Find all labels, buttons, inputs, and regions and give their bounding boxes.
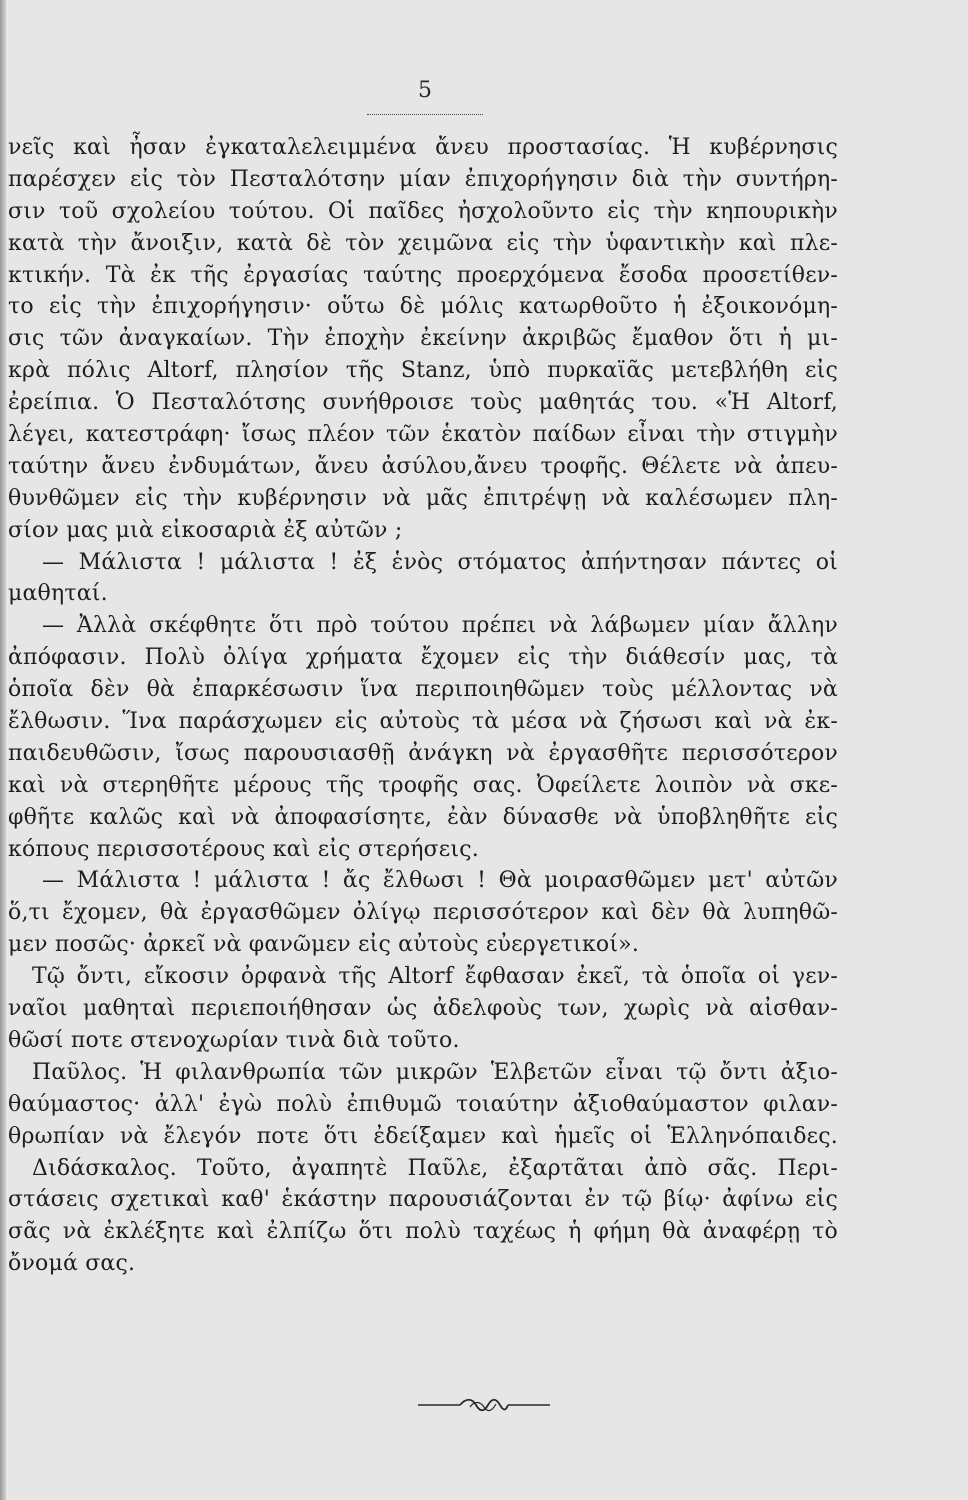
text-line: ναῖοι μαθηταὶ περιεποιήθησαν ὡς ἀδελφοὺς των, χωρὶς νὰ αἰσθαν-: [8, 996, 838, 1022]
text-line: μαθηταί.: [8, 581, 108, 607]
paragraph-start-line: Τῷ ὄντι, εἴκοσιν ὀρφανὰ τῆς Altorf ἔφθασαν ἐκεῖ, τὰ ὁποῖα οἱ γεν-: [32, 964, 838, 990]
paragraph-start-line: Διδάσκαλος. Τοῦτο, ἀγαπητὲ Παῦλε, ἐξαρτᾶται ἀπὸ σᾶς. Περι-: [32, 1155, 838, 1181]
text-line: σίον μας μιὰ εἰκοσαριὰ ἐξ αὐτῶν ;: [8, 517, 403, 543]
header-rule: [367, 114, 483, 115]
text-line: ἀπόφασιν. Πολὺ ὀλίγα χρήματα ἔχομεν εἰς τὴν διάθεσίν μας, τὰ: [8, 645, 838, 671]
flourish-icon: [418, 1396, 550, 1414]
text-line: σιν τοῦ σχολείου τούτου. Οἱ παῖδες ἠσχολοῦντο εἰς τὴν κηπουρικὴν: [8, 198, 838, 224]
text-line: σᾶς νὰ ἐκλέξητε καὶ ἐλπίζω ὅτι πολὺ ταχέως ἡ φήμη θὰ ἀναφέρῃ τὸ: [8, 1219, 838, 1245]
dialogue-line: — Ἀλλὰ σκέφθητε ὅτι πρὸ τούτου πρέπει νὰ λάβωμεν μίαν ἄλλην: [42, 613, 838, 639]
text-line: κρὰ πόλις Altorf, πλησίον τῆς Stanz, ὑπὸ πυρκαϊᾶς μετεβλήθη εἰς: [8, 358, 838, 384]
text-line: παιδευθῶσιν, ἴσως παρουσιασθῇ ἀνάγκη νὰ ἐργασθῆτε περισσότερον: [8, 740, 838, 766]
text-line: ὁποῖα δὲν θὰ ἐπαρκέσωσιν ἵνα περιποιηθῶμεν τοὺς μέλλοντας νὰ: [8, 677, 838, 703]
text-line: στάσεις σχετικαὶ καθ' ἑκάστην παρουσιάζονται ἐν τῷ βίῳ· ἀφίνω εἰς: [8, 1187, 838, 1213]
text-line: μεν ποσῶς· ἀρκεῖ νὰ φανῶμεν εἰς αὐτοὺς εὐεργετικοί».: [8, 932, 640, 958]
text-line: λέγει, κατεστράφη· ἴσως πλέον τῶν ἑκατὸν παίδων εἶναι τὴν στιγμὴν: [8, 422, 838, 448]
text-line: κόπους περισσοτέρους καὶ εἰς στερήσεις.: [8, 836, 479, 862]
text-line: κατὰ τὴν ἄνοιξιν, κατὰ δὲ τὸν χειμῶνα εἰς τὴν ὑφαντικὴν καὶ πλε-: [8, 230, 838, 256]
text-line: ὅ,τι ἔχομεν, θὰ ἐργασθῶμεν ὀλίγῳ περισσότερον καὶ δὲν θὰ λυπηθῶ-: [8, 900, 838, 926]
page-binding-edge: [0, 0, 6, 1500]
text-line: κτικήν. Τὰ ἐκ τῆς ἐργασίας ταύτης προερχόμενα ἔσοδα προσετίθεν-: [8, 262, 838, 288]
text-line: θρωπίαν νὰ ἔλεγόν ποτε ὅτι ἐδείξαμεν καὶ ἡμεῖς οἱ Ἑλληνόπαιδες.: [8, 1123, 838, 1149]
text-line: θῶσί ποτε στενοχωρίαν τινὰ διὰ τοῦτο.: [8, 1027, 460, 1053]
text-line: θυνθῶμεν εἰς τὴν κυβέρνησιν νὰ μᾶς ἐπιτρέψῃ νὰ καλέσωμεν πλη-: [8, 485, 838, 511]
text-line: ὄνομά σας.: [8, 1251, 136, 1277]
text-line: καὶ νὰ στερηθῆτε μέρους τῆς τροφῆς σας. Ὀφείλετε λοιπὸν νὰ σκε-: [8, 772, 838, 798]
text-line: σις τῶν ἀναγκαίων. Τὴν ἐποχὴν ἐκείνην ἀκριβῶς ἔμαθον ὅτι ἡ μι-: [8, 326, 838, 352]
text-line: παρέσχεν εἰς τὸν Πεσταλότσην μίαν ἐπιχορήγησιν διὰ τὴν συντήρη-: [8, 166, 838, 192]
text-line: νεῖς καὶ ἦσαν ἐγκαταλελειμμένα ἄνευ προστασίας. Ἡ κυβέρνησις: [8, 135, 838, 160]
text-line: φθῆτε καλῶς καὶ νὰ ἀποφασίσητε, ἐὰν δύνασθε νὰ ὑποβληθῆτε εἰς: [8, 804, 838, 830]
text-line: ἐρείπια. Ὁ Πεσταλότσης συνήθροισε τοὺς μαθητάς του. «Ἡ Altorf,: [8, 390, 838, 416]
text-line: ταύτην ἄνευ ἐνδυμάτων, ἄνευ ἀσύλου,ἄνευ τροφῆς. Θέλετε νὰ ἀπευ-: [8, 453, 838, 479]
text-line: το εἰς τὴν ἐπιχορήγησιν· οὕτω δὲ μόλις κατωρθοῦτο ἡ ἐξοικονόμη-: [8, 294, 838, 320]
page-number: 5: [418, 78, 432, 103]
dialogue-line: — Μάλιστα ! μάλιστα ! ἄς ἔλθωσι ! Θὰ μοιρασθῶμεν μετ' αὐτῶν: [42, 868, 838, 894]
text-line: θαύμαστος· ἀλλ' ἐγὼ πολὺ ἐπιθυμῶ τοιαύτην ἀξιοθαύμαστον φιλαν-: [8, 1091, 838, 1117]
end-ornament: [0, 1396, 968, 1414]
text-line: ἔλθωσιν. Ἵνα παράσχωμεν εἰς αὐτοὺς τὰ μέσα νὰ ζήσωσι καὶ νὰ ἐκ-: [8, 709, 838, 735]
paragraph-start-line: Παῦλος. Ἡ φιλανθρωπία τῶν μικρῶν Ἑλβετῶν εἶναι τῷ ὄντι ἀξιο-: [32, 1059, 838, 1085]
body-text: [8, 132, 838, 1280]
dialogue-line: — Μάλιστα ! μάλιστα ! ἐξ ἑνὸς στόματος ἀπήντησαν πάντες οἱ: [42, 549, 838, 575]
